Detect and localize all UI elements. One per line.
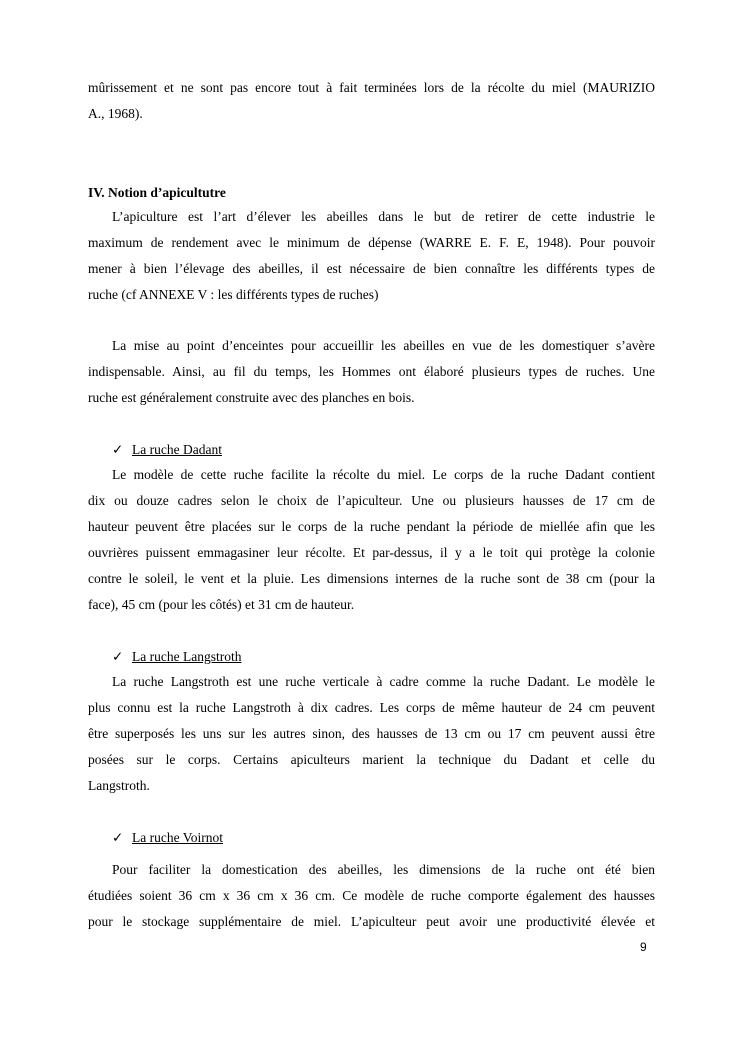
paragraph-line: étudiées soient 36 cm x 36 cm x 36 cm. Ce modèle de ruche comporte également des hausses bbox=[88, 888, 655, 903]
paragraph-line: Langstroth. bbox=[88, 778, 150, 793]
subheading-langstroth bbox=[112, 647, 241, 667]
subheading-label: La ruche Langstroth bbox=[132, 649, 242, 664]
paragraph-line: hauteur peuvent être placées sur le corps de la ruche pendant la période de miellée afin que les bbox=[88, 519, 655, 534]
subheading-label: La ruche Voirnot bbox=[132, 830, 223, 845]
paragraph-line: dix ou douze cadres selon le choix de l’apiculteur. Une ou plusieurs hausses de 17 cm de bbox=[88, 493, 655, 508]
paragraph-line: être superposés les uns sur les autres sinon, des hausses de 13 cm ou 17 cm peuvent aussi être bbox=[88, 726, 655, 741]
paragraph-line: maximum de rendement avec le minimum de dépense (WARRE E. F. E, 1948). Pour pouvoir bbox=[88, 235, 655, 250]
paragraph-line: ouvrières puissent emmagasiner leur récolte. Et par-dessus, il y a le toit qui protège la colonie bbox=[88, 545, 655, 560]
paragraph-line: pour le stockage supplémentaire de miel. L’apiculteur peut avoir une productivité élevée et bbox=[88, 914, 655, 929]
paragraph-line: A., 1968). bbox=[88, 106, 143, 121]
paragraph-line: mûrissement et ne sont pas encore tout à fait terminées lors de la récolte du miel (MAURIZIO bbox=[88, 80, 655, 95]
subheading-dadant bbox=[112, 440, 222, 460]
paragraph-line: La mise au point d’enceintes pour accueillir les abeilles en vue de les domestiquer s’avère bbox=[112, 338, 655, 353]
checkmark-icon: ✓ bbox=[112, 830, 124, 845]
paragraph-line: L’apiculture est l’art d’élever les abeilles dans le but de retirer de cette industrie le bbox=[112, 209, 655, 224]
paragraph-line: indispensable. Ainsi, au fil du temps, les Hommes ont élaboré plusieurs types de ruches. Une bbox=[88, 364, 655, 379]
subheading-label: La ruche Dadant bbox=[132, 442, 222, 457]
paragraph-line: contre le soleil, le vent et la pluie. Les dimensions internes de la ruche sont de 38 cm (pour la bbox=[88, 571, 655, 586]
paragraph-line: La ruche Langstroth est une ruche verticale à cadre comme la ruche Dadant. Le modèle le bbox=[112, 674, 655, 689]
paragraph-line: plus connu est la ruche Langstroth à dix cadres. Les corps de même hauteur de 24 cm peuvent bbox=[88, 700, 655, 715]
subheading-voirnot bbox=[112, 828, 223, 848]
paragraph-line: posées sur le corps. Certains apiculteurs marient la technique du Dadant et celle du bbox=[88, 752, 655, 767]
paragraph-line: face), 45 cm (pour les côtés) et 31 cm de hauteur. bbox=[88, 597, 355, 612]
checkmark-icon: ✓ bbox=[112, 649, 124, 664]
section-heading: IV. Notion d’apicultutre bbox=[88, 185, 226, 200]
paragraph-line: Pour faciliter la domestication des abeilles, les dimensions de la ruche ont été bien bbox=[112, 862, 655, 877]
paragraph-line: ruche est généralement construite avec des planches en bois. bbox=[88, 390, 415, 405]
paragraph-line: Le modèle de cette ruche facilite la récolte du miel. Le corps de la ruche Dadant contient bbox=[112, 467, 655, 482]
checkmark-icon: ✓ bbox=[112, 442, 124, 457]
page-number: 9 bbox=[640, 940, 647, 954]
paragraph-line: mener à bien l’élevage des abeilles, il est nécessaire de bien connaître les différents types de bbox=[88, 261, 655, 276]
paragraph-line: ruche (cf ANNEXE V : les différents types de ruches) bbox=[88, 287, 379, 302]
